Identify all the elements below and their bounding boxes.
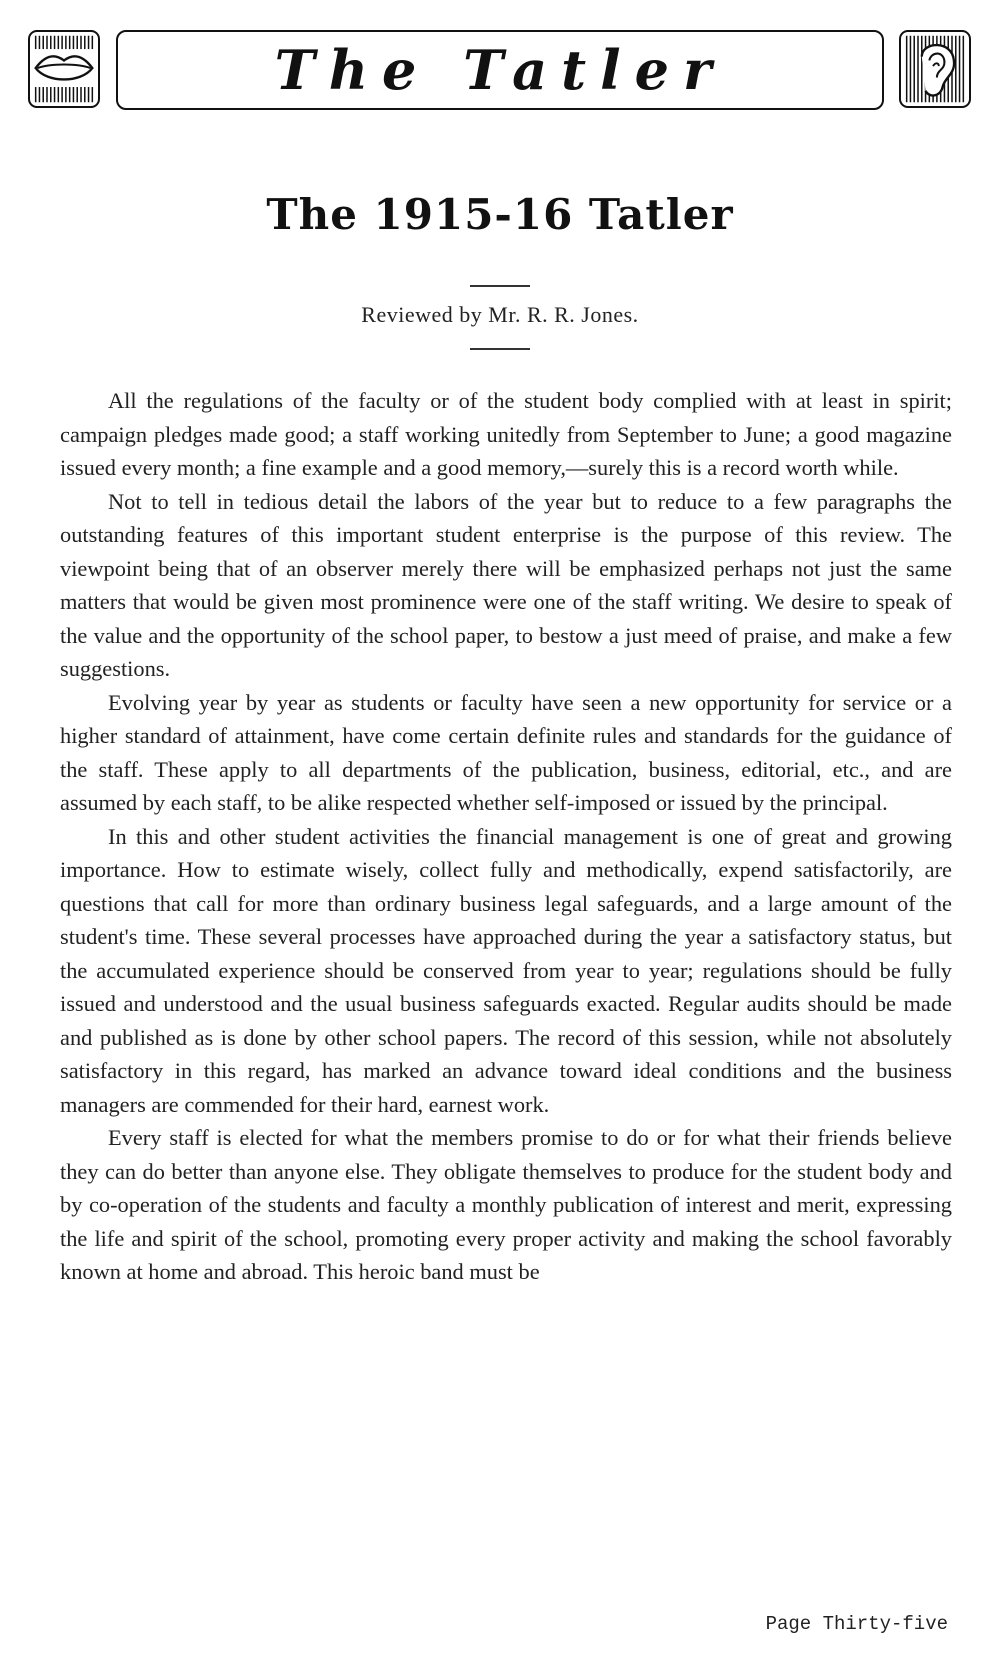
paragraph-4: In this and other student activities the financial management is one of great and growing importance. How to estimate wisely, collect fully and methodically, expend satisfactorily, are questions that call for more than ordinary business legal safeguards, and a large amount of the student's time. These several processes have approached during the year a satisfactory status, but the accumulated experience should be conserved from year to year; regulations should be fully issued and understood and the usual business safeguards exacted. Regular audits should be made and published as is done by other school papers. The record of this session, while not absolutely satisfactory in this regard, has marked an advance toward ideal conditions and the business managers are commended for their hard, earnest work. (60, 823, 952, 1117)
article-title: The 1915-16 Tatler (266, 190, 734, 239)
ear-icon (899, 30, 971, 108)
article-body (60, 384, 952, 1289)
title-divider-top (470, 285, 530, 287)
lips-icon (28, 30, 100, 108)
paragraph-3: Evolving year by year as students or faculty have seen a new opportunity for service or a higher standard of attainment, have come certain definite rules and standards for the guidance of the staff. These apply to all departments of the publication, business, editorial, etc., and are assumed by each staff, to be alike respected whether self-imposed or issued by the principal. (60, 689, 952, 815)
paragraph-5: Every staff is elected for what the members promise to do or for what their friends believe they can do better than anyone else. They obligate themselves to produce for the student body and by co-operation of the students and faculty a monthly publication of interest and merit, expressing the life and spirit of the school, promoting every proper activity and making the school favorably known at home and abroad. This heroic band must be (60, 1125, 952, 1284)
paragraph-1: All the regulations of the faculty or of the student body complied with at least in spirit; campaign pledges made good; a staff working unitedly from September to June; a good magazine issued every month; a fine example and a good memory,—surely this is a record worth while. (60, 388, 952, 480)
byline: Reviewed by Mr. R. R. Jones. (361, 302, 639, 327)
page-number: Page Thirty-five (765, 1613, 948, 1635)
masthead (0, 0, 1000, 130)
masthead-title-frame (116, 30, 884, 110)
masthead-title: The Tatler (274, 38, 726, 102)
title-divider-bottom (470, 348, 530, 350)
paragraph-2: Not to tell in tedious detail the labors of the year but to reduce to a few paragraphs the outstanding features of this important student enterprise is the purpose of this review. The viewpoint being that of an observer merely there will be emphasized perhaps not just the same matters that would be given most prominence were one of the staff writing. We desire to speak of the value and the opportunity of the school paper, to bestow a just meed of praise, and make a few suggestions. (60, 488, 952, 681)
